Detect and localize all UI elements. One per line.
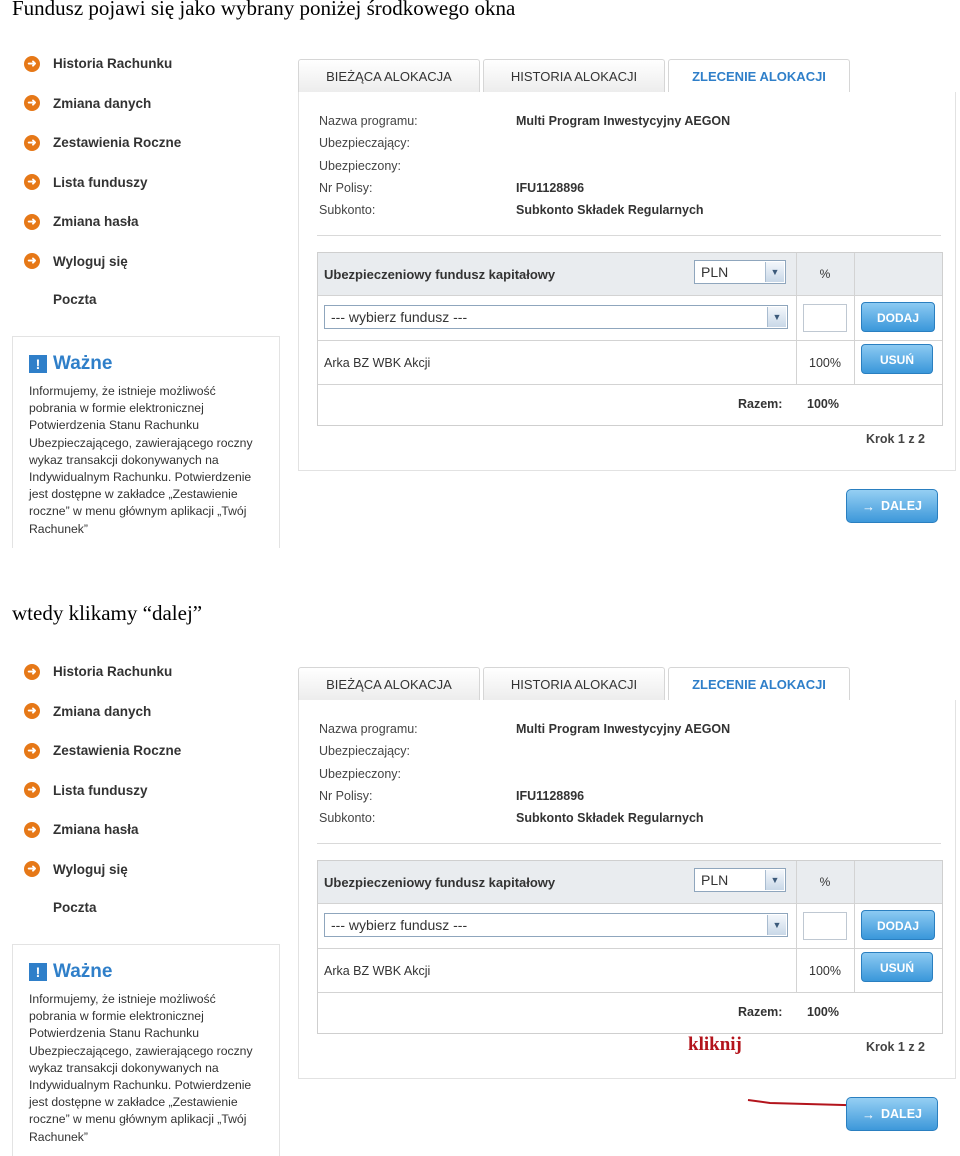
sidebar-item-mail[interactable]: Poczta (53, 291, 97, 307)
tab-allocation-history[interactable]: HISTORIA ALOKACJI (483, 59, 665, 93)
fund-column-header: Ubezpieczeniowy fundusz kapitałowy (324, 266, 556, 282)
subaccount-label: Subkonto: (319, 811, 376, 826)
chevron-down-icon: ▼ (767, 307, 786, 327)
caption-second: wtedy klikamy “dalej” (12, 601, 203, 625)
policy-value: IFU1128896 (516, 789, 585, 804)
arrow-right-icon: ➜ (24, 743, 40, 759)
total-label: Razem: (738, 1005, 783, 1019)
sidebar-item-label: Historia Rachunku (53, 664, 173, 680)
insurer-label: Ubezpieczający: (319, 136, 411, 151)
tab-current-allocation[interactable]: BIEŻĄCA ALOKACJA (298, 667, 480, 701)
sidebar-item-label: Wyloguj się (53, 861, 128, 877)
sidebar-item-change-password[interactable] (24, 202, 284, 242)
sidebar-nav (24, 652, 284, 925)
sidebar-item-fund-list[interactable] (24, 163, 284, 203)
sidebar-item-annual-statements[interactable] (24, 123, 284, 163)
fund-select[interactable]: --- wybierz fundusz --- ▼ (324, 305, 788, 329)
total-row (318, 385, 942, 424)
fund-percent: 100% (809, 355, 841, 370)
sidebar-item-label: Zmiana hasła (53, 822, 139, 838)
table-row (318, 949, 942, 993)
sidebar-item-label: Wyloguj się (53, 253, 128, 269)
step-indicator: Krok 1 z 2 (865, 1040, 925, 1054)
add-fund-row (318, 296, 942, 341)
screenshot-second (0, 608, 960, 1156)
sidebar-item-account-history[interactable] (24, 44, 284, 84)
arrow-right-icon: → (862, 1106, 875, 1122)
sidebar-item-logout[interactable] (24, 242, 284, 282)
divider (317, 843, 941, 844)
fund-percent: 100% (809, 963, 841, 978)
sidebar-item-label: Historia Rachunku (53, 56, 173, 72)
arrow-right-icon: ➜ (24, 56, 40, 72)
fund-select[interactable]: --- wybierz fundusz --- ▼ (324, 913, 788, 937)
policy-label: Nr Polisy: (319, 789, 373, 804)
program-label: Nazwa programu: (319, 722, 418, 737)
arrow-right-icon: ➜ (24, 861, 40, 877)
sidebar-item-label: Zestawienia Roczne (53, 135, 182, 151)
remove-button[interactable]: USUŃ (861, 344, 933, 374)
sidebar-item-label: Zmiana danych (53, 95, 152, 111)
sidebar-item-label: Lista funduszy (53, 174, 148, 190)
subaccount-value: Subkonto Składek Regularnych (516, 811, 704, 826)
arrow-right-icon: ➜ (24, 135, 40, 151)
sidebar-item-change-data[interactable] (24, 692, 284, 732)
add-fund-row (318, 904, 942, 949)
fund-name: Arka BZ WBK Akcji (324, 355, 431, 370)
tab-allocation-order[interactable]: ZLECENIE ALOKACJI (668, 667, 850, 702)
tab-current-allocation[interactable]: BIEŻĄCA ALOKACJA (298, 59, 480, 93)
sidebar-item-label: Zmiana danych (53, 703, 152, 719)
subaccount-value: Subkonto Składek Regularnych (516, 203, 704, 218)
sidebar-nav (24, 44, 284, 317)
add-button[interactable]: DODAJ (861, 910, 935, 940)
program-label: Nazwa programu: (319, 114, 418, 129)
tab-allocation-history[interactable]: HISTORIA ALOKACJI (483, 667, 665, 701)
arrow-right-icon: → (862, 498, 875, 514)
insurer-label: Ubezpieczający: (319, 744, 411, 759)
subaccount-label: Subkonto: (319, 203, 376, 218)
add-button[interactable]: DODAJ (861, 302, 935, 332)
arrow-right-icon: ➜ (24, 664, 40, 680)
remove-button[interactable]: USUŃ (861, 952, 933, 982)
chevron-down-icon: ▼ (765, 870, 784, 890)
arrow-right-icon: ➜ (24, 822, 40, 838)
policy-label: Nr Polisy: (319, 181, 373, 196)
fund-name: Arka BZ WBK Akcji (324, 963, 431, 978)
sidebar-item-change-password[interactable] (24, 810, 284, 850)
exclamation-icon: ! (29, 963, 47, 981)
important-text: Informujemy, że istnieje możliwość pobrania w formie elektronicznej Potwierdzenia Stanu Rachunku Ubezpieczającego, zawierającego roczny wykaz transakcji dokonywanych na Indywidualnym Rachunku. Potwierdzenie jest dostępne w zakładce „Zestawienie roczne” w menu głównym aplikacji „Twój Rachunek” (29, 992, 253, 1144)
percent-input[interactable] (803, 304, 847, 332)
tab-allocation-order[interactable]: ZLECENIE ALOKACJI (668, 59, 850, 94)
arrow-right-icon: ➜ (24, 95, 40, 111)
important-notice (12, 944, 280, 1156)
sidebar-item-fund-list[interactable] (24, 771, 284, 811)
fund-allocation-table (317, 252, 943, 426)
fund-column-header: Ubezpieczeniowy fundusz kapitałowy (324, 874, 556, 890)
percent-input[interactable] (803, 912, 847, 940)
fund-allocation-table (317, 860, 943, 1034)
arrow-right-icon: ➜ (24, 782, 40, 798)
screenshot-first (0, 0, 960, 548)
allocation-panel (298, 92, 956, 471)
total-label: Razem: (738, 397, 783, 411)
important-title: Ważne (53, 353, 113, 374)
tab-bar (298, 667, 853, 701)
chevron-down-icon: ▼ (767, 915, 786, 935)
click-annotation: kliknij (688, 1034, 742, 1055)
arrow-right-icon: ➜ (24, 214, 40, 230)
sidebar-item-logout[interactable] (24, 850, 284, 890)
policy-value: IFU1128896 (516, 181, 585, 196)
important-title: Ważne (53, 961, 113, 982)
important-notice (12, 336, 280, 548)
allocation-panel (298, 700, 956, 1079)
currency-select[interactable]: PLN ▼ (694, 868, 786, 892)
sidebar-item-account-history[interactable] (24, 652, 284, 692)
tab-bar (298, 59, 853, 93)
insured-label: Ubezpieczony: (319, 766, 401, 781)
total-value: 100% (807, 397, 839, 411)
percent-column-header: % (819, 875, 831, 889)
next-button[interactable]: → DALEJ (846, 489, 938, 523)
sidebar-item-change-data[interactable] (24, 84, 284, 124)
next-button[interactable]: → DALEJ (846, 1097, 938, 1131)
total-value: 100% (807, 1005, 839, 1019)
insured-label: Ubezpieczony: (319, 158, 401, 173)
sidebar-item-label: Zmiana hasła (53, 214, 139, 230)
exclamation-icon: ! (29, 355, 47, 373)
policy-info (319, 718, 730, 829)
total-row (318, 993, 942, 1032)
program-value: Multi Program Inwestycyjny AEGON (516, 722, 731, 737)
chevron-down-icon: ▼ (765, 262, 784, 282)
table-header-row (318, 253, 942, 296)
important-text: Informujemy, że istnieje możliwość pobrania w formie elektronicznej Potwierdzenia Stanu Rachunku Ubezpieczającego, zawierającego roczny wykaz transakcji dokonywanych na Indywidualnym Rachunku. Potwierdzenie jest dostępne w zakładce „Zestawienie roczne” w menu głównym aplikacji „Twój Rachunek” (29, 384, 253, 536)
arrow-right-icon: ➜ (24, 253, 40, 269)
arrow-right-icon: ➜ (24, 703, 40, 719)
table-header-row (318, 861, 942, 904)
caption-first: Fundusz pojawi się jako wybrany poniżej środkowego okna (12, 0, 516, 20)
arrow-right-icon: ➜ (24, 174, 40, 190)
table-row (318, 341, 942, 385)
divider (317, 235, 941, 236)
sidebar-item-annual-statements[interactable] (24, 731, 284, 771)
percent-column-header: % (819, 267, 831, 281)
policy-info (319, 110, 730, 221)
sidebar-item-mail[interactable]: Poczta (53, 899, 97, 915)
step-indicator: Krok 1 z 2 (865, 432, 925, 446)
sidebar-item-label: Zestawienia Roczne (53, 743, 182, 759)
currency-select[interactable]: PLN ▼ (694, 260, 786, 284)
program-value: Multi Program Inwestycyjny AEGON (516, 114, 731, 129)
sidebar-item-label: Lista funduszy (53, 782, 148, 798)
